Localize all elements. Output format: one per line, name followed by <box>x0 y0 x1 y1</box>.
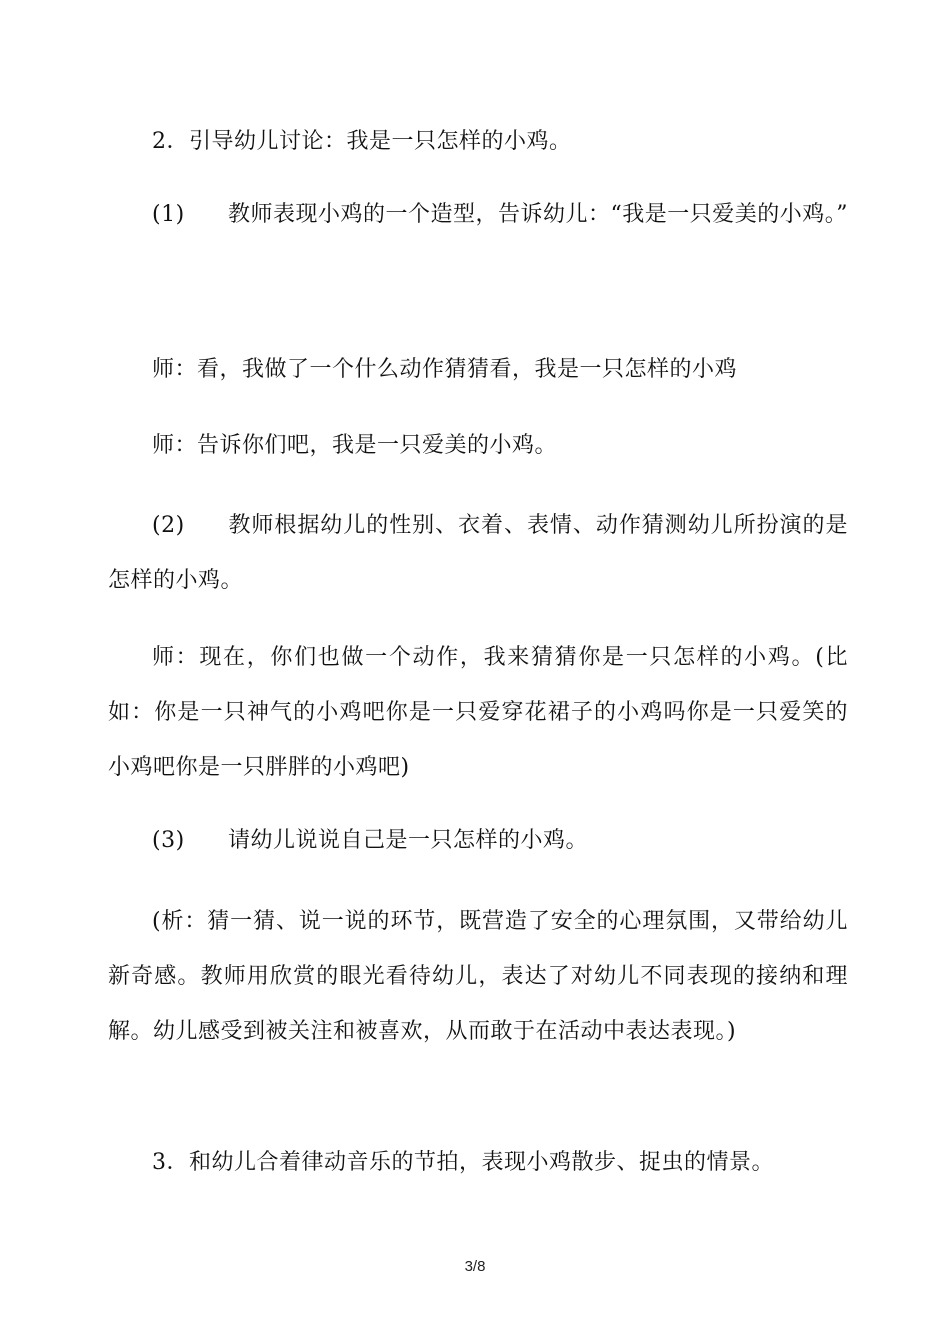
paragraph-item-3 <box>108 813 848 868</box>
paragraph-item-2 <box>108 498 848 608</box>
paragraph-text: 师：看，我做了一个什么动作猜猜看，我是一只怎样的小鸡 <box>152 357 738 382</box>
paragraph-teacher-line-2 <box>108 418 848 473</box>
paragraph-discussion-heading <box>108 114 848 169</box>
paragraph-music-activity <box>108 1135 848 1190</box>
paragraph-text: (析：猜一猜、说一说的环节，既营造了安全的心理氛围，又带给幼儿新奇感。教师用欣赏的眼光看待幼儿，表达了对幼儿不同表现的接纳和理解。幼儿感受到被关注和被喜欢，从而敢于在活动中表达表现。) <box>108 909 848 1044</box>
item-marker: (2) <box>152 513 185 538</box>
paragraph-text: 3．和幼儿合着律动音乐的节拍，表现小鸡散步、捉虫的情景。 <box>152 1150 774 1175</box>
paragraph-text: 教师根据幼儿的性别、衣着、表情、动作猜测幼儿所扮演的是怎样的小鸡。 <box>108 513 848 593</box>
page-number: 3/8 <box>464 1258 486 1275</box>
paragraph-text: 师：告诉你们吧，我是一只爱美的小鸡。 <box>152 433 558 458</box>
paragraph-analysis <box>108 894 848 1059</box>
paragraph-teacher-line-3 <box>108 630 848 795</box>
paragraph-text: 师：现在，你们也做一个动作，我来猜猜你是一只怎样的小鸡。(比如：你是一只神气的小鸡吧你是一只爱穿花裙子的小鸡吗你是一只爱笑的小鸡吧你是一只胖胖的小鸡吧) <box>108 645 848 780</box>
paragraph-item-1 <box>108 187 848 242</box>
paragraph-text: 请幼儿说说自己是一只怎样的小鸡。 <box>228 828 589 853</box>
paragraph-teacher-line-1 <box>108 342 848 397</box>
item-marker: (1) <box>152 202 185 227</box>
paragraph-text: 教师表现小鸡的一个造型，告诉幼儿：“我是一只爱美的小鸡。” <box>228 202 848 227</box>
item-marker: (3) <box>152 828 185 853</box>
paragraph-text: 2．引导幼儿讨论：我是一只怎样的小鸡。 <box>152 129 572 154</box>
